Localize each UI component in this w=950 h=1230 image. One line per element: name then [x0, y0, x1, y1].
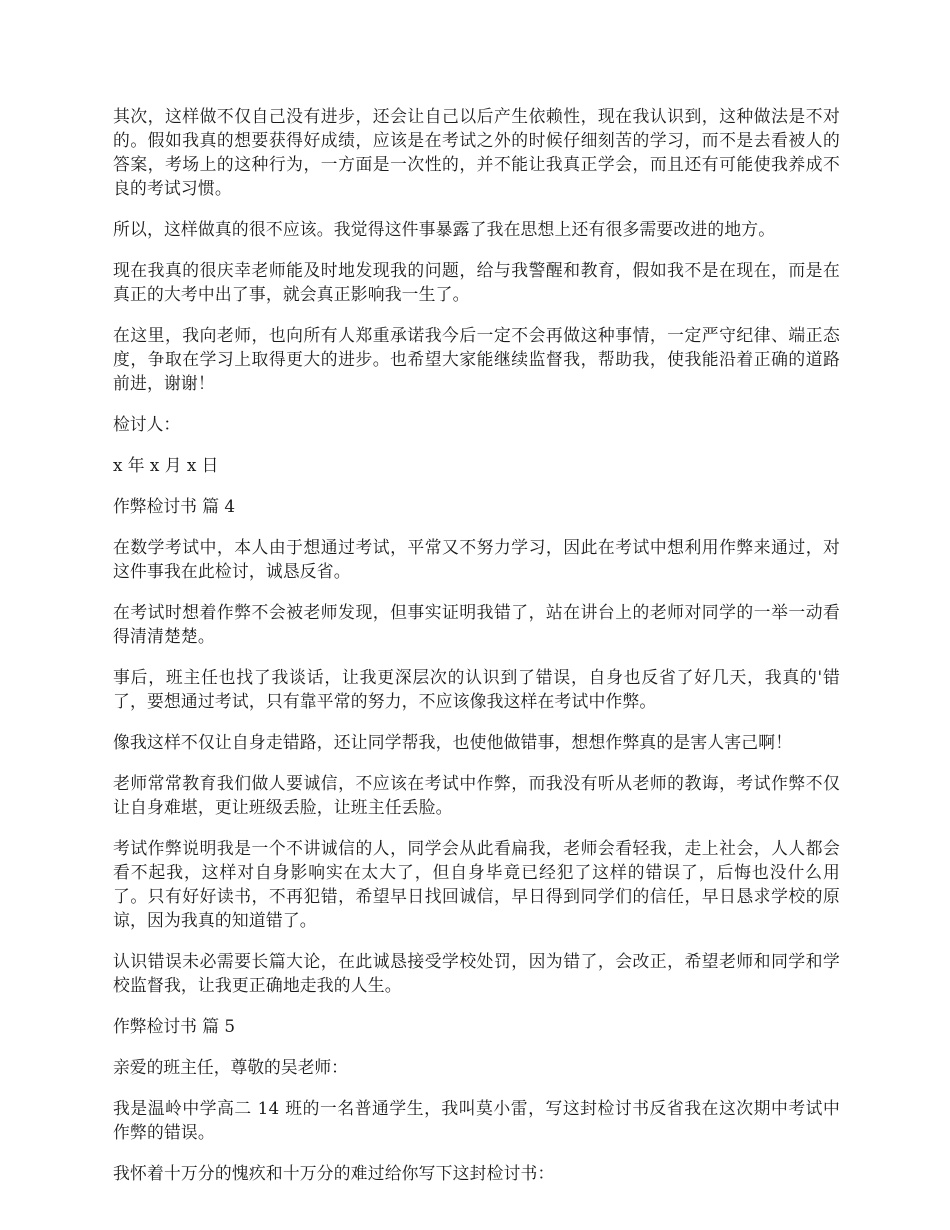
section-title-4: 作弊检讨书 篇 4 — [113, 496, 236, 516]
salutation: 亲爱的班主任，尊敬的吴老师： — [113, 1057, 348, 1077]
paragraph-6: 在考试时想着作弊不会被老师发现，但事实证明我错了，站在讲台上的老师对同学的一举一动看得清清楚楚。 — [113, 602, 840, 646]
paragraph-4: 在这里，我向老师，也向所有人郑重承诺我今后一定不会再做这种事情，一定严守纪律、端正态度，争取在学习上取得更大的进步。也希望大家能继续监督我，帮助我，使我能沿着正确的道路前进，谢谢！ — [113, 325, 840, 393]
paragraph-11: 认识错误未必需要长篇大论，在此诚恳接受学校处罚，因为错了，会改正，希望老师和同学和学校监督我，让我更正确地走我的人生。 — [113, 951, 840, 995]
paragraph-7: 事后，班主任也找了我谈话，让我更深层次的认识到了错误，自身也反省了好几天，我真的'错了，要想通过考试，只有靠平常的努力，不应该像我这样在考试中作弊。 — [113, 667, 840, 711]
paragraph-9: 老师常常教育我们做人要诚信，不应该在考试中作弊，而我没有听从老师的教诲，考试作弊不仅让自身难堪，更让班级丢脸，让班主任丢脸。 — [113, 773, 840, 817]
paragraph-3: 现在我真的很庆幸老师能及时地发现我的问题，给与我警醒和教育，假如我不是在现在，而是在真正的大考中出了事，就会真正影响我一生了。 — [113, 260, 840, 304]
paragraph-1: 其次，这样做不仅自己没有进步，还会让自己以后产生依赖性，现在我认识到，这种做法是不对的。假如我真的想要获得好成绩，应该是在考试之外的时候仔细刻苦的学习，而不是去看被人的答案，考场上的这种行为，一方面是一次性的，并不能让我真正学会，而且还有可能使我养成不良的考试习惯。 — [113, 106, 840, 198]
section-title-5: 作弊检讨书 篇 5 — [113, 1016, 236, 1036]
paragraph-5: 在数学考试中，本人由于想通过考试，平常又不努力学习，因此在考试中想利用作弊来通过，对这件事我在此检讨，诚恳反省。 — [113, 537, 840, 581]
signer-label: 检讨人： — [113, 414, 181, 434]
date-line: x 年 x 月 x 日 — [113, 455, 219, 475]
paragraph-2: 所以，这样做真的很不应该。我觉得这件事暴露了我在思想上还有很多需要改进的地方。 — [113, 219, 776, 239]
paragraph-8: 像我这样不仅让自身走错路，还让同学帮我，也使他做错事，想想作弊真的是害人害己啊！ — [113, 732, 793, 752]
paragraph-10: 考试作弊说明我是一个不讲诚信的人，同学会从此看扁我，老师会看轻我，走上社会，人人都会看不起我，这样对自身影响实在太大了，但自身毕竟已经犯了这样的错误了，后悔也没什么用了。只有好好读书，不再犯错，希望早日找回诚信，早日得到同学们的信任，早日恳求学校的原谅，因为我真的知道错了。 — [113, 838, 840, 930]
paragraph-13: 我怀着十万分的愧疚和十万分的难过给你写下这封检讨书： — [113, 1163, 555, 1183]
paragraph-12: 我是温岭中学高二 14 班的一名普通学生，我叫莫小雷，写这封检讨书反省我在这次期中考试中作弊的错误。 — [113, 1098, 840, 1142]
